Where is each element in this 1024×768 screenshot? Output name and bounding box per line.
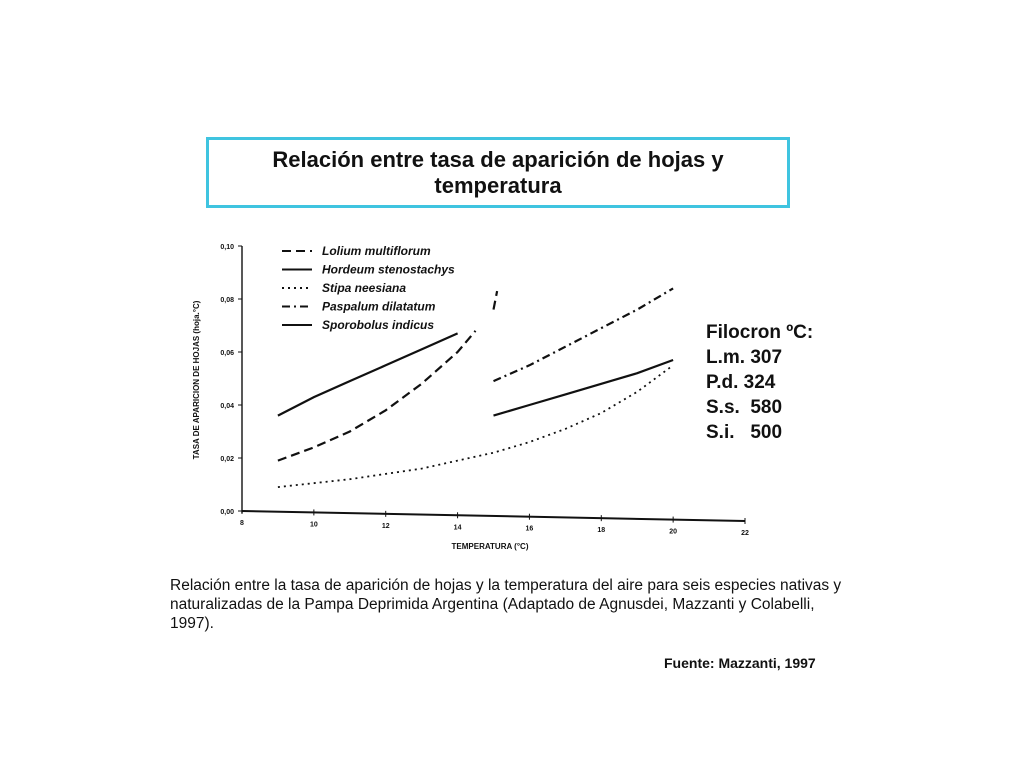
source-credit: Fuente: Mazzanti, 1997 (664, 655, 816, 671)
x-axis-line (242, 511, 745, 521)
series-line-4 (494, 360, 674, 416)
series-line-2 (278, 365, 673, 487)
x-tick-label: 22 (741, 530, 749, 537)
y-tick-label: 0,04 (220, 403, 234, 410)
legend-label: Hordeum stenostachys (322, 262, 455, 277)
series-line-5 (494, 291, 498, 310)
filocron-box (706, 320, 813, 445)
y-tick-label: 0,10 (220, 244, 234, 251)
legend-label: Lolium multiflorum (322, 244, 431, 258)
figure-caption: Relación entre la tasa de aparición de hojas y la temperatura del aire para seis especies nativas y naturalizadas de la Pampa Deprimida Argentina (Adaptado de Agnusdei, Mazzanti y Colabelli, 1997). (170, 577, 842, 632)
axes (192, 244, 749, 551)
filocron-row-ss: S.s. 580 (706, 397, 783, 418)
filocron-row-pd: P.d. 324 (706, 372, 776, 393)
legend (282, 244, 455, 332)
chart-title: Relación entre tasa de aparición de hojas y temperatura (272, 146, 724, 198)
x-tick-label: 16 (525, 525, 534, 533)
legend-label: Paspalum dilatatum (322, 299, 436, 314)
x-axis-title: TEMPERATURA (°C) (451, 542, 529, 551)
filocron-heading: Filocron ºC: (706, 322, 814, 343)
series-line-3 (494, 288, 674, 381)
y-axis-title: TASA DE APARICION DE HOJAS (hoja.°C) (192, 300, 201, 460)
x-tick-label: 12 (381, 522, 390, 530)
y-tick-label: 0,00 (220, 509, 234, 516)
series-line-0 (278, 331, 476, 461)
legend-label: Sporobolus indicus (322, 318, 435, 332)
x-tick-label: 20 (669, 528, 678, 536)
filocron-row-si: S.i. 500 (706, 422, 783, 443)
x-tick-label: 18 (597, 527, 606, 535)
filocron-row-lm: L.m. 307 (706, 347, 783, 368)
y-tick-label: 0,08 (220, 297, 234, 304)
y-tick-label: 0,06 (220, 350, 234, 357)
legend-label: Stipa neesiana (322, 281, 407, 295)
x-tick-label: 14 (453, 524, 462, 532)
x-tick-label: 10 (309, 521, 318, 529)
x-tick-label: 8 (240, 520, 244, 527)
y-tick-label: 0,02 (220, 456, 234, 463)
